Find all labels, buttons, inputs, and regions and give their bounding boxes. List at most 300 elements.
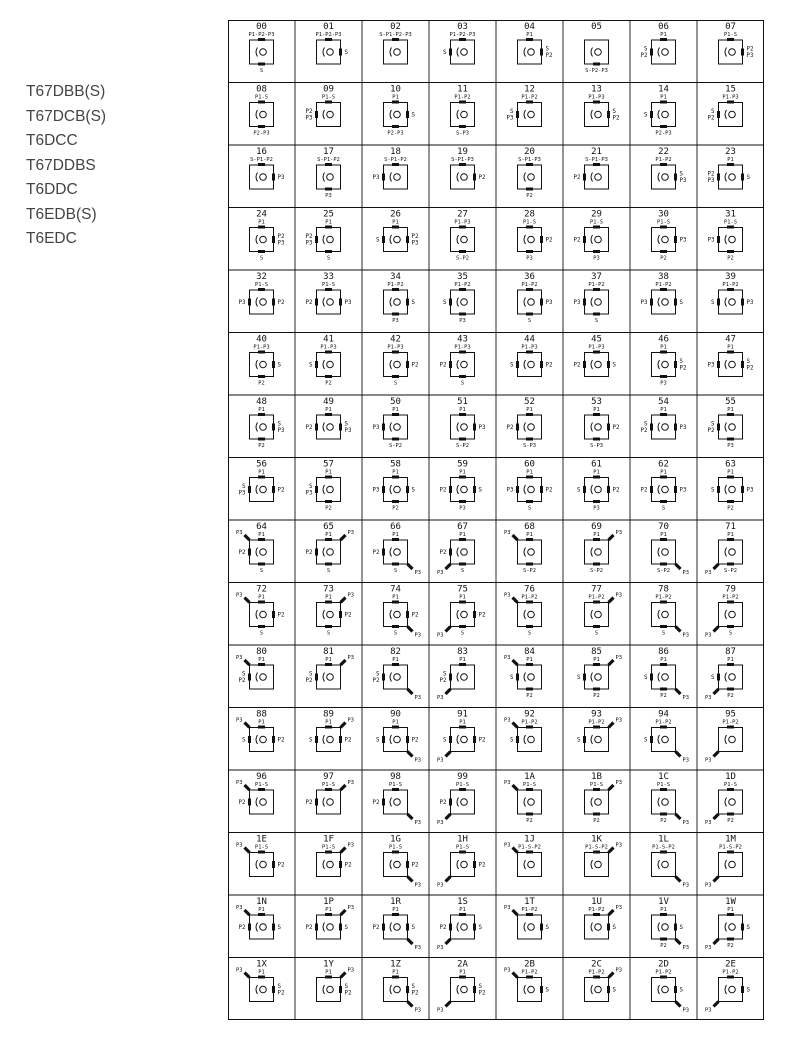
top-port-label: S-P1-P3: [518, 157, 541, 163]
bottom-port-bar: [727, 438, 734, 441]
cell-code: 15: [725, 84, 736, 95]
cell-code: 96: [256, 772, 267, 782]
right-port-bar: [741, 924, 744, 931]
corner-port-label: P3: [705, 695, 712, 701]
port-cell: [306, 460, 341, 512]
top-port-label: P1: [325, 469, 332, 476]
valve-body: [652, 853, 676, 877]
right-port-bar: [272, 924, 275, 931]
right-port-label: S: [478, 925, 482, 931]
right-port-bar: [339, 861, 342, 868]
right-port-bar: [741, 486, 744, 493]
left-port-bar: [583, 674, 586, 681]
top-port-label: P1: [258, 657, 265, 663]
valve-body: [384, 103, 408, 127]
right-port-bar: [406, 986, 409, 993]
left-port-label: P2: [238, 800, 246, 806]
top-port-label: P1: [325, 532, 332, 538]
corner-port-label: P3: [437, 820, 444, 826]
top-port-label: P1-P2: [588, 594, 605, 601]
left-port-bar: [717, 674, 720, 681]
right-port-bar: [674, 924, 677, 931]
corner-port-bar: [513, 973, 518, 978]
top-port-label: S-P1-P2: [317, 157, 340, 163]
top-port-label: P1-P2: [655, 282, 672, 288]
valve-body: [451, 353, 475, 377]
top-port-label: P1-P2: [454, 94, 471, 101]
cell-code: 1L: [658, 834, 669, 845]
valve-body: [585, 915, 609, 939]
cell-code: 1K: [591, 834, 602, 845]
left-port-label: P3: [305, 490, 313, 497]
left-port-bar: [248, 924, 251, 931]
right-port-label: P2: [545, 53, 553, 59]
cell-code: 59: [457, 459, 468, 470]
top-port-bar: [526, 163, 533, 166]
cell-code: 1E: [256, 834, 267, 845]
corner-port-label: P3: [236, 780, 243, 786]
top-port-bar: [258, 851, 265, 854]
model-name: T6EDB(S): [26, 205, 97, 223]
right-port-label: P3: [746, 487, 754, 494]
port-cell: [507, 85, 542, 127]
port-cell: [306, 772, 354, 814]
bottom-port-bar: [727, 938, 734, 941]
left-port-bar: [382, 924, 385, 931]
port-cell: [306, 397, 352, 439]
top-port-label: P1: [459, 532, 466, 538]
port-cell: [705, 647, 743, 701]
right-port-bar: [473, 611, 476, 618]
top-port-label: P1-S: [657, 219, 670, 226]
port-cell: [641, 460, 687, 512]
top-port-bar: [459, 601, 466, 604]
corner-port-label: P3: [347, 780, 354, 786]
cell-code: 55: [725, 397, 736, 407]
port-cell: [711, 272, 754, 314]
top-port-bar: [459, 413, 466, 416]
corner-port-bar: [513, 660, 518, 665]
cell-code: 79: [725, 584, 736, 595]
port-cell: [641, 272, 684, 314]
left-port-bar: [583, 361, 586, 368]
left-port-label: P2: [305, 550, 313, 556]
bottom-port-label: S-P2: [657, 568, 670, 574]
left-port-bar: [248, 486, 251, 493]
left-port-bar: [382, 174, 385, 181]
port-cell: [236, 960, 284, 1002]
left-port-bar: [717, 486, 720, 493]
top-port-bar: [459, 226, 466, 229]
left-port-label: S: [242, 484, 246, 490]
top-port-bar: [392, 913, 399, 916]
top-port-label: S-P1-P2: [250, 157, 273, 163]
port-cell: [317, 585, 355, 637]
right-port-bar: [741, 299, 744, 306]
top-port-bar: [459, 913, 466, 916]
top-port-bar: [459, 163, 466, 166]
top-port-bar: [325, 351, 332, 354]
right-port-label: P2: [277, 737, 285, 744]
cell-code: 1U: [591, 897, 602, 907]
bottom-port-bar: [593, 250, 600, 253]
left-port-label: P3: [372, 425, 380, 431]
bottom-port-bar: [392, 375, 399, 378]
valve-body: [384, 290, 408, 314]
port-cell: [644, 85, 676, 137]
cell-code: 69: [591, 522, 602, 532]
port-cell: [705, 835, 743, 889]
bottom-port-label: S: [326, 255, 331, 262]
left-port-label: P3: [707, 178, 715, 184]
right-port-bar: [607, 924, 610, 931]
cell-code: 28: [524, 209, 535, 220]
bottom-port-bar: [459, 250, 466, 253]
cell-code: 12: [524, 84, 535, 95]
corner-port-bar: [609, 660, 614, 665]
top-port-bar: [593, 976, 600, 979]
top-port-bar: [392, 101, 399, 104]
top-port-label: P1-S: [255, 282, 268, 288]
bottom-port-label: S: [460, 630, 465, 637]
corner-port-bar: [609, 785, 614, 790]
top-port-bar: [325, 851, 332, 854]
valve-body: [317, 228, 341, 252]
right-port-bar: [272, 736, 275, 743]
top-port-bar: [258, 413, 265, 416]
right-port-label: P2: [277, 612, 285, 619]
port-cell: [250, 210, 285, 262]
port-cell: [239, 272, 285, 314]
bottom-port-bar: [459, 375, 466, 378]
top-port-bar: [459, 351, 466, 354]
top-port-bar: [258, 913, 265, 916]
corner-port-bar: [609, 910, 614, 915]
right-port-label: P2: [612, 115, 620, 122]
bottom-port-label: P2: [660, 693, 667, 699]
bottom-port-label: S-P2-P3: [585, 68, 608, 74]
port-cell: [518, 22, 553, 64]
top-port-label: P1: [727, 532, 734, 538]
cell-code: 67: [457, 522, 468, 532]
valve-body: [652, 228, 676, 252]
top-port-bar: [459, 851, 466, 854]
left-port-bar: [315, 549, 318, 556]
corner-port-label: P3: [504, 967, 511, 974]
corner-port-label: P3: [705, 570, 712, 576]
right-port-label: S: [545, 46, 549, 53]
top-port-bar: [459, 101, 466, 104]
bottom-port-bar: [526, 500, 533, 503]
right-port-label: S: [277, 362, 281, 369]
top-port-label: P1: [526, 532, 533, 538]
left-port-bar: [717, 174, 720, 181]
valve-body: [652, 790, 676, 814]
left-port-bar: [449, 799, 452, 806]
valve-body: [317, 290, 341, 314]
cell-code: 97: [323, 772, 334, 782]
right-port-bar: [540, 361, 543, 368]
port-cell: [652, 897, 690, 951]
left-port-bar: [382, 424, 385, 431]
bottom-port-label: S-P2: [456, 255, 469, 262]
cell-code: 27: [457, 209, 468, 220]
top-port-label: P1: [660, 657, 667, 663]
left-port-label: P2: [707, 428, 715, 434]
corner-port-bar: [446, 627, 451, 632]
port-cell: [440, 335, 475, 387]
port-cell: [384, 835, 422, 889]
cell-code: 45: [591, 334, 602, 345]
right-port-label: P3: [277, 428, 285, 434]
top-port-label: P1-P3: [253, 344, 270, 351]
right-port-label: S: [679, 359, 683, 365]
top-port-bar: [727, 851, 734, 854]
top-port-bar: [392, 226, 399, 229]
right-port-bar: [473, 424, 476, 431]
valve-body: [317, 603, 341, 627]
top-port-bar: [526, 913, 533, 916]
right-port-label: P2: [411, 234, 419, 240]
corner-port-bar: [341, 598, 346, 603]
top-port-label: P1: [593, 469, 600, 476]
top-port-bar: [258, 663, 265, 666]
right-port-label: P3: [344, 428, 352, 434]
left-port-label: S: [644, 46, 648, 53]
port-cell: [518, 210, 553, 262]
cell-code: 88: [256, 709, 267, 720]
corner-port-bar: [609, 973, 614, 978]
valve-body: [719, 40, 743, 64]
model-name: T6EDC: [26, 230, 77, 247]
corner-port-bar: [676, 689, 681, 694]
bottom-port-label: P2: [660, 818, 667, 824]
left-port-label: P2: [305, 800, 313, 806]
top-port-bar: [325, 288, 332, 291]
cell-code: 25: [323, 209, 334, 220]
port-configuration-chart: [228, 20, 764, 1030]
left-port-bar: [449, 924, 452, 931]
bottom-port-bar: [526, 813, 533, 816]
top-port-label: P1: [727, 469, 734, 476]
top-port-bar: [258, 101, 265, 104]
right-port-bar: [406, 486, 409, 493]
corner-port-label: P3: [414, 570, 421, 576]
port-cell: [719, 22, 754, 64]
left-port-label: S: [644, 737, 648, 744]
top-port-bar: [459, 726, 466, 729]
port-cell: [443, 22, 475, 64]
top-port-label: P1: [526, 657, 533, 663]
left-port-bar: [382, 674, 385, 681]
right-port-label: P2: [411, 362, 419, 369]
port-cell: [373, 397, 408, 449]
left-port-label: P2: [305, 678, 313, 684]
top-port-label: P1: [325, 219, 332, 226]
top-port-label: P1-P3: [588, 344, 605, 351]
bottom-port-bar: [325, 250, 332, 253]
top-port-bar: [593, 663, 600, 666]
cell-code: 1N: [256, 897, 267, 907]
port-cell: [437, 960, 485, 1014]
valve-body: [451, 415, 475, 439]
corner-port-bar: [714, 939, 719, 944]
port-cell: [652, 835, 690, 889]
valve-body: [719, 540, 743, 564]
top-port-bar: [727, 663, 734, 666]
left-port-label: P2: [439, 362, 447, 369]
top-port-bar: [325, 538, 332, 541]
cell-code: 08: [256, 84, 267, 95]
left-port-label: P2: [372, 550, 380, 556]
top-port-bar: [325, 601, 332, 604]
port-cell: [306, 647, 354, 689]
left-port-bar: [717, 424, 720, 431]
valve-body: [518, 540, 542, 564]
cell-code: 2C: [591, 959, 602, 970]
port-cell: [306, 272, 352, 314]
bottom-port-bar: [392, 563, 399, 566]
corner-port-label: P3: [504, 717, 511, 724]
cell-code: 40: [256, 334, 267, 345]
right-port-bar: [741, 174, 744, 181]
right-port-label: P3: [277, 240, 285, 247]
bottom-port-bar: [258, 63, 265, 66]
cell-code: 1H: [457, 834, 468, 845]
valve-body: [518, 665, 542, 689]
right-port-label: S: [679, 300, 683, 306]
right-port-label: P2: [478, 612, 486, 619]
corner-port-label: P3: [347, 717, 354, 724]
top-port-bar: [392, 726, 399, 729]
right-port-label: S: [277, 421, 281, 428]
cell-code: 32: [256, 272, 267, 282]
top-port-bar: [392, 351, 399, 354]
valve-body: [317, 415, 341, 439]
right-port-bar: [607, 486, 610, 493]
bottom-port-label: S-P2: [389, 443, 402, 449]
valve-body: [652, 540, 676, 564]
corner-port-bar: [245, 598, 250, 603]
port-cell: [585, 960, 623, 1002]
left-port-label: S: [510, 362, 514, 369]
cell-code: 2A: [457, 959, 468, 970]
valve-body: [719, 228, 743, 252]
right-port-label: S: [411, 984, 415, 990]
valve-body: [384, 603, 408, 627]
corner-port-label: P3: [504, 655, 511, 661]
corner-port-label: P3: [437, 632, 444, 639]
bottom-port-label: P3: [593, 255, 600, 262]
cell-code: 80: [256, 647, 267, 657]
port-cell: [708, 210, 743, 262]
cell-code: 37: [591, 272, 602, 282]
top-port-bar: [392, 38, 399, 41]
left-port-bar: [717, 111, 720, 118]
right-port-bar: [406, 299, 409, 306]
corner-port-label: P3: [347, 905, 354, 911]
top-port-label: P1: [660, 469, 667, 476]
left-port-label: S: [376, 737, 380, 744]
valve-body: [652, 478, 676, 502]
top-port-bar: [392, 851, 399, 854]
top-port-label: P1: [392, 532, 399, 538]
left-port-bar: [315, 799, 318, 806]
cell-code: 43: [457, 334, 468, 345]
cell-code: 78: [658, 584, 669, 595]
port-cell: [652, 960, 690, 1014]
bottom-port-bar: [459, 438, 466, 441]
port-cell: [574, 335, 617, 377]
corner-port-bar: [245, 785, 250, 790]
cell-code: 56: [256, 459, 267, 470]
top-port-bar: [727, 413, 734, 416]
left-port-label: P2: [439, 487, 447, 494]
port-cell: [443, 272, 475, 324]
right-port-label: S: [746, 359, 750, 365]
valve-body: [384, 478, 408, 502]
top-port-label: P1: [727, 344, 734, 351]
corner-port-label: P3: [705, 1007, 712, 1014]
corner-port-label: P3: [682, 945, 689, 951]
top-port-label: P1-S-P2: [518, 844, 541, 851]
port-cell: [250, 85, 274, 137]
valve-body: [518, 853, 542, 877]
valve-body: [250, 540, 274, 564]
corner-port-label: P3: [682, 695, 689, 701]
corner-port-label: P3: [682, 882, 689, 889]
left-port-bar: [650, 49, 653, 56]
valve-body: [451, 853, 475, 877]
top-port-bar: [660, 601, 667, 604]
top-port-label: P1: [526, 32, 533, 38]
cell-code: 1Y: [323, 959, 334, 970]
corner-port-bar: [408, 814, 413, 819]
bottom-port-label: P2: [660, 943, 667, 949]
valve-body: [719, 165, 743, 189]
cell-code: 87: [725, 647, 736, 657]
top-port-bar: [660, 476, 667, 479]
corner-port-label: P3: [437, 570, 444, 576]
top-port-bar: [727, 538, 734, 541]
cell-code: 19: [457, 147, 468, 157]
right-port-bar: [741, 361, 744, 368]
top-port-label: P1-S: [657, 782, 670, 788]
left-port-bar: [382, 486, 385, 493]
bottom-port-bar: [593, 438, 600, 441]
cell-code: 14: [658, 84, 669, 95]
corner-port-label: P3: [437, 945, 444, 951]
cell-code: 54: [658, 397, 669, 407]
top-port-label: P1: [526, 469, 533, 476]
port-cell: [437, 647, 475, 701]
model-list: [26, 80, 106, 252]
right-port-bar: [339, 924, 342, 931]
bottom-port-bar: [258, 250, 265, 253]
port-cell: [236, 897, 282, 939]
top-port-bar: [258, 476, 265, 479]
top-port-bar: [593, 538, 600, 541]
port-cell: [384, 960, 422, 1014]
bottom-port-bar: [526, 250, 533, 253]
bottom-port-label: P2: [325, 380, 332, 387]
right-port-label: S: [344, 421, 348, 428]
cell-code: 81: [323, 647, 334, 657]
corner-port-bar: [676, 627, 681, 632]
corner-port-label: P3: [414, 695, 421, 701]
top-port-label: P1: [325, 594, 332, 601]
corner-port-label: P3: [347, 592, 354, 599]
